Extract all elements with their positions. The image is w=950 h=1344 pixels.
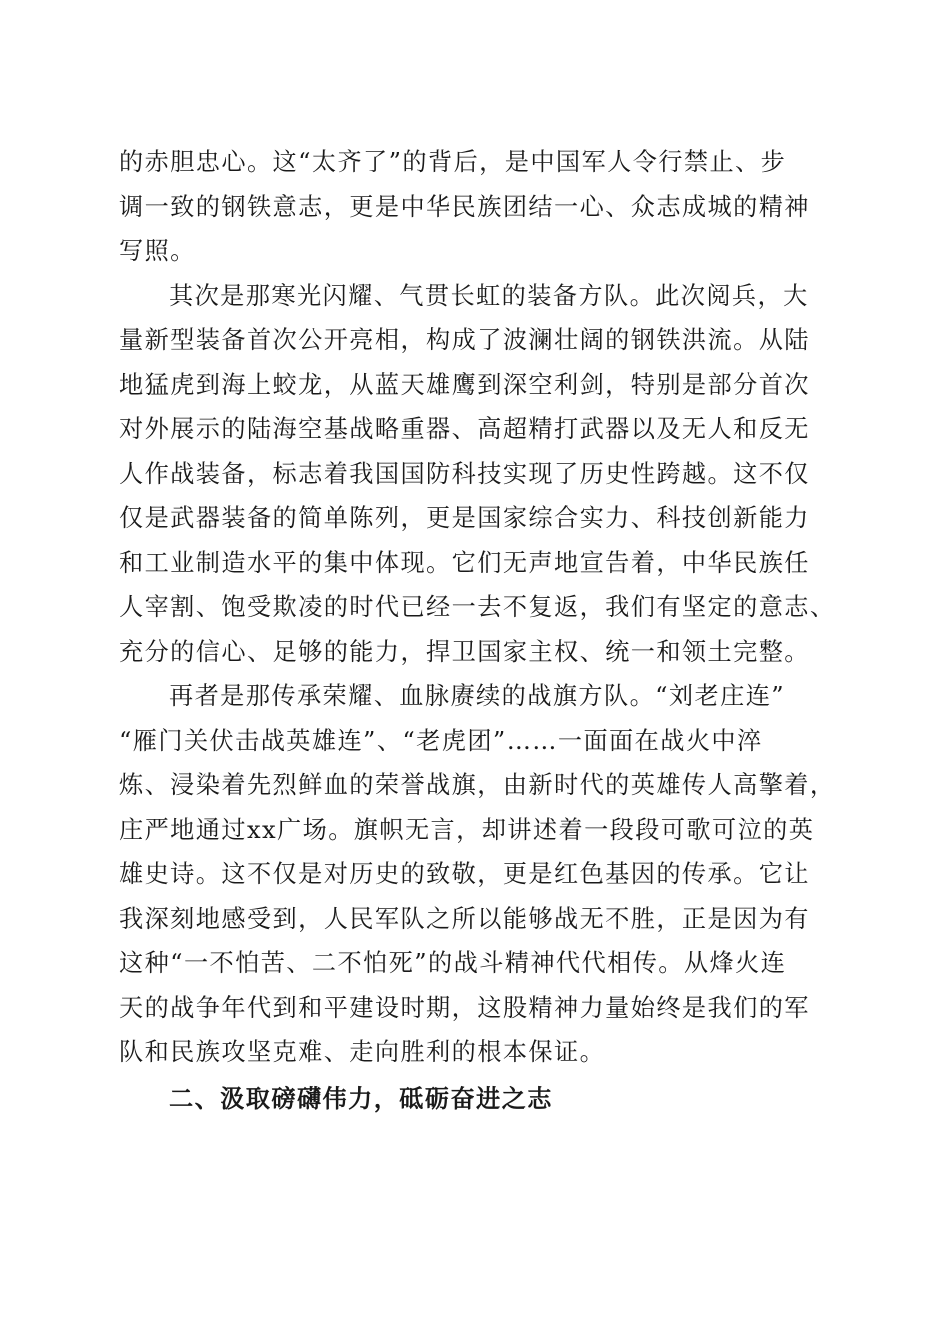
document-page — [119, 140, 841, 1121]
text-line: 我深刻地感受到，人民军队之所以能够战无不胜，正是因为有 — [119, 904, 810, 933]
text-line: 写照。 — [119, 237, 196, 265]
text-line: 地猛虎到海上蛟龙，从蓝天雄鹰到深空利剑，特别是部分首次 — [119, 370, 810, 399]
paragraph-2 — [119, 274, 841, 675]
paragraph-3 — [119, 674, 841, 1075]
text-line: 炼、浸染着先烈鲜血的荣誉战旗，由新时代的英雄传人高擎着， — [119, 771, 836, 799]
text-line: 雄史诗。这不仅是对历史的致敬，更是红色基因的传承。它让 — [119, 860, 810, 888]
text-line: 调一致的钢铁意志，更是中华民族团结一心、众志成城的精神 — [119, 192, 810, 221]
text-line: 这种“一不怕苦、二不怕死”的战斗精神代代相传。从烽火连 — [119, 949, 787, 977]
text-line: 人作战装备，标志着我国国防科技实现了历史性跨越。这不仅 — [119, 459, 810, 488]
paragraph-1 — [119, 140, 841, 274]
section-heading: 二、汲取磅礴伟力，砥砺奋进之志 — [169, 1083, 553, 1113]
text-line: 庄严地通过xx广场。旗帜无言，却讲述着一段段可歌可泣的英 — [119, 815, 815, 844]
text-line: 对外展示的陆海空基战略重器、高超精打武器以及无人和反无 — [119, 415, 810, 443]
text-line: 天的战争年代到和平建设时期，这股精神力量始终是我们的军 — [119, 993, 810, 1022]
text-line: 量新型装备首次公开亮相，构成了波澜壮阔的钢铁洪流。从陆 — [119, 326, 810, 354]
text-line: 充分的信心、足够的能力，捍卫国家主权、统一和领土完整。 — [119, 637, 810, 666]
text-line: 和工业制造水平的集中体现。它们无声地宣告着，中华民族任 — [119, 548, 810, 577]
text-line: 队和民族攻坚克难、走向胜利的根本保证。 — [119, 1038, 606, 1066]
text-line: “雁门关伏击战英雄连”、“老虎团”……一面面在战火中淬 — [119, 726, 763, 755]
text-line: 再者是那传承荣耀、血脉赓续的战旗方队。“刘老庄连” — [169, 682, 786, 710]
text-line: 仅是武器装备的简单陈列，更是国家综合实力、科技创新能力 — [119, 504, 810, 532]
text-line: 其次是那寒光闪耀、气贯长虹的装备方队。此次阅兵，大 — [169, 281, 809, 310]
text-line: 的赤胆忠心。这“太齐了”的背后，是中国军人令行禁止、步 — [119, 148, 787, 176]
text-line: 人宰割、饱受欺凌的时代已经一去不复返，我们有坚定的意志、 — [119, 593, 836, 621]
